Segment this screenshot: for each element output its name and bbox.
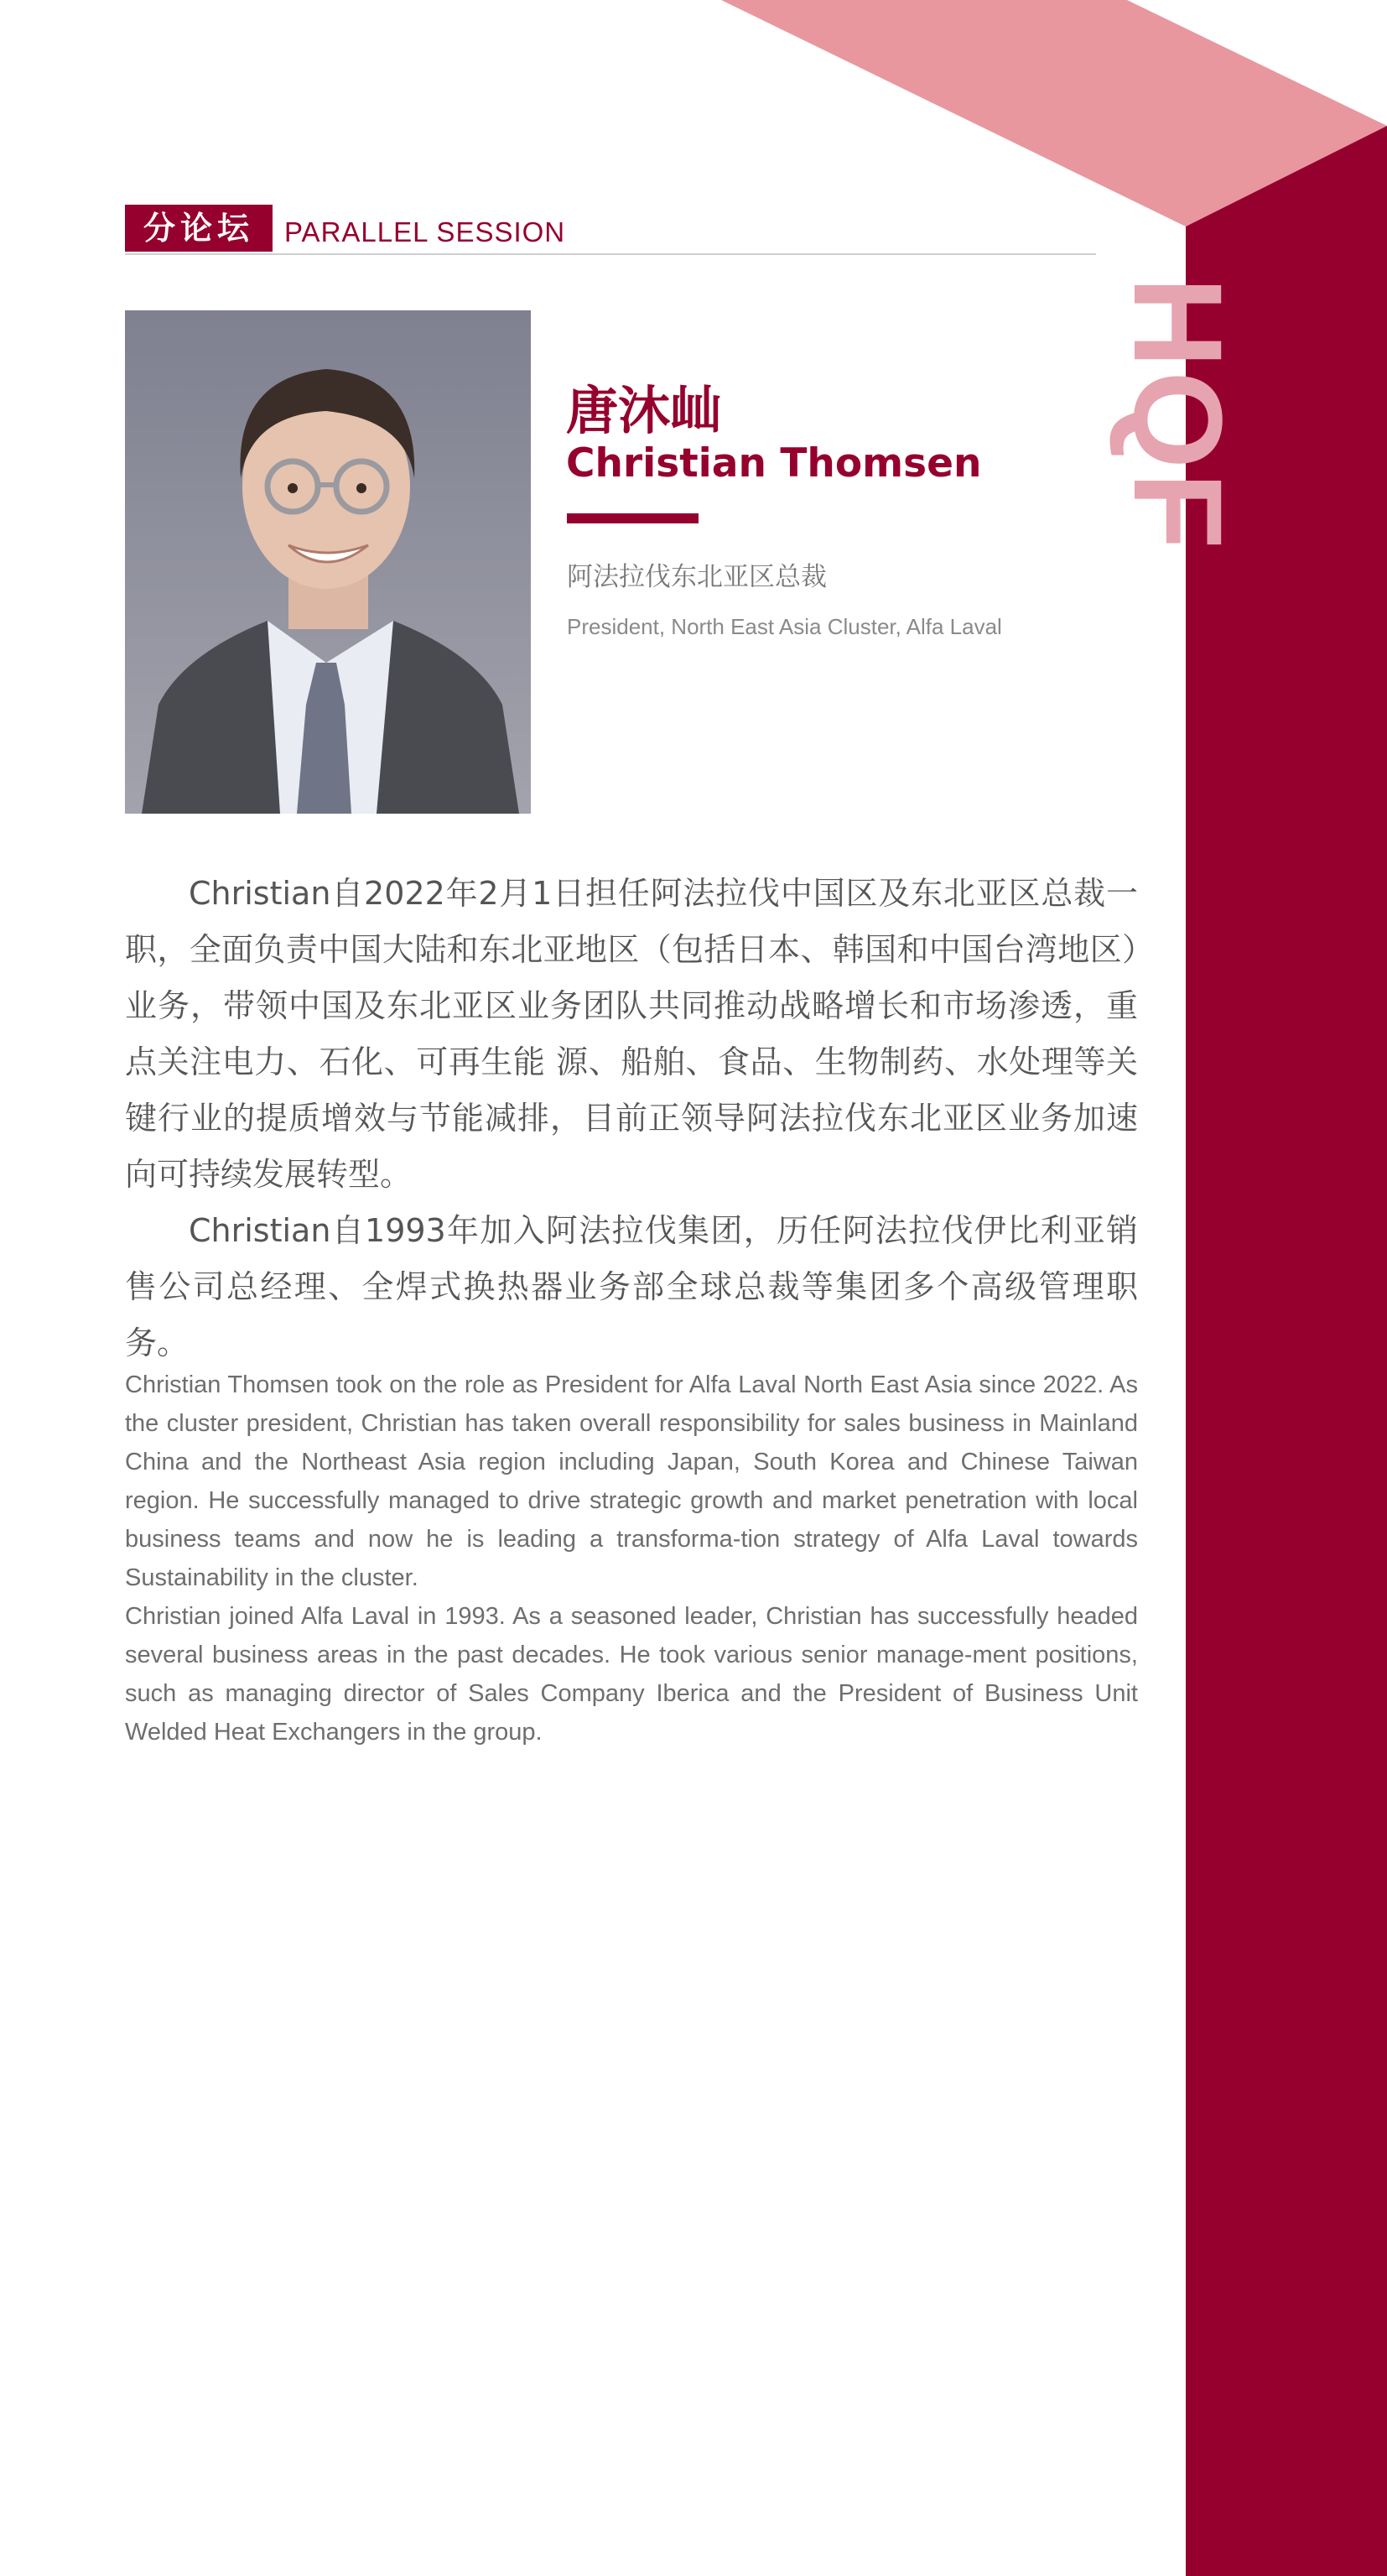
biography-en — [125, 1366, 1138, 1751]
session-header — [125, 205, 1096, 255]
session-tag: 分论坛 — [125, 205, 273, 252]
biography-cn — [125, 866, 1138, 1371]
hqf-logo: HQF — [1108, 277, 1249, 553]
speaker-title-cn: 阿法拉伐东北亚区总裁 — [567, 562, 827, 592]
name-divider — [567, 513, 699, 523]
session-label: PARALLEL SESSION — [284, 216, 566, 247]
biography-en-paragraph: Christian joined Alfa Laval in 1993. As a seasoned leader, Christian has successfully headed several business areas in the past decades. He took various senior manage-ment positions, such as managing director of Sales Company Iberica and the President of Business Unit Welded Heat Exchangers in the group. — [125, 1603, 1138, 1746]
biography-en-paragraph: Christian Thomsen took on the role as President for Alfa Laval North East Asia since 2022. As the cluster president, Christian has taken overall responsibility for sales business in Mainland China and the Northeast Asia region including Japan, South Korea and Chinese Taiwan region. He successfully managed to drive strategic growth and market penetration with local business teams and now he is leading a transforma-tion strategy of Alfa Laval towards Sustainability in the cluster. — [125, 1371, 1138, 1591]
speaker-photo — [125, 310, 531, 814]
portrait-icon — [125, 310, 531, 814]
biography-cn-paragraph: Christian自2022年2月1日担任阿法拉伐中国区及东北亚区总裁一职，全面负责中国大陆和东北亚地区（包括日本、韩国和中国台湾地区）业务，带领中国及东北亚区业务团队共同推动战略增长和市场渗透，重点关注电力、石化、可再生能 源、船舶、食品、生物制药、水处理等关键行业的提质增效与节能减排，目前正领导阿法拉伐东北亚区业务加速向可持续发展转型。 — [125, 875, 1138, 1193]
biography-cn-paragraph: Christian自1993年加入阿法拉伐集团，历任阿法拉伐伊比利亚销售公司总经理、全焊式换热器业务部全球总裁等集团多个高级管理职务。 — [125, 1212, 1138, 1361]
speaker-title-en: President, North East Asia Cluster, Alfa Laval — [567, 614, 1002, 639]
speaker-name-en: Christian Thomsen — [566, 440, 982, 487]
speaker-name-cn: 唐沐屾 — [566, 380, 723, 441]
